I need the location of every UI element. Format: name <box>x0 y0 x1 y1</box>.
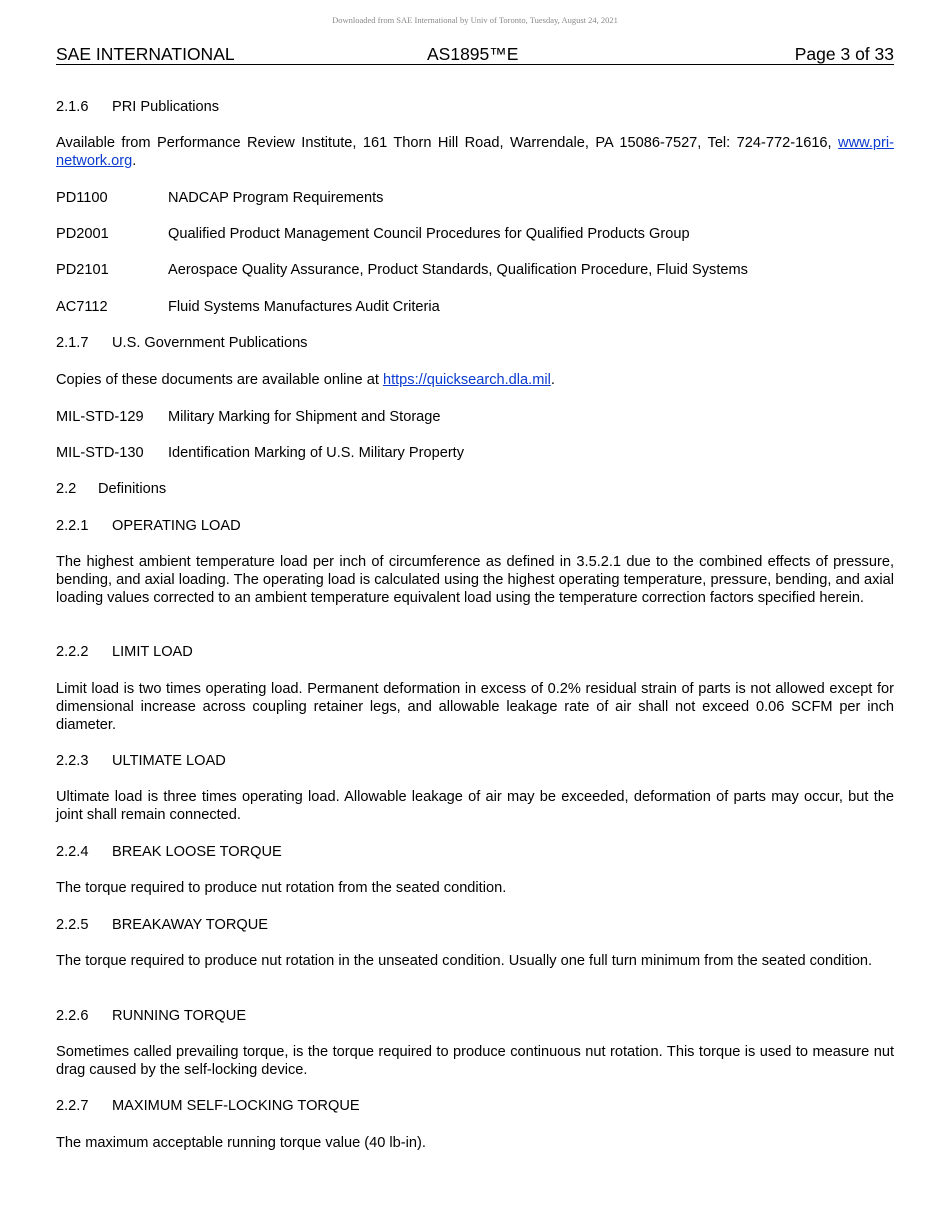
pri-network-link[interactable]: www.pri-network.org <box>56 135 894 169</box>
section-number: 2.1.6 <box>56 99 89 115</box>
definition-title: MAXIMUM SELF-LOCKING TORQUE <box>112 1098 360 1114</box>
definition-heading <box>56 517 894 535</box>
definition-number: 2.2.7 <box>56 1098 89 1114</box>
definition-number: 2.2.6 <box>56 1008 89 1024</box>
doc-code: AC7112 <box>56 299 108 315</box>
pri-availability-paragraph <box>56 134 894 170</box>
definition-text: Sometimes called prevailing torque, is the torque required to produce continuous nut rotation. This torque is used to measure nut drag caused by the self-locking device. <box>56 1044 894 1078</box>
section-heading-2-2 <box>56 480 894 498</box>
reference-doc-row <box>56 225 894 243</box>
section-number: 2.1.7 <box>56 335 89 351</box>
doc-code: MIL-STD-129 <box>56 409 144 425</box>
definition-number: 2.2.5 <box>56 917 89 933</box>
definition-heading <box>56 916 894 934</box>
definition-heading <box>56 1097 894 1115</box>
dla-availability-end: . <box>550 372 555 388</box>
definition-heading <box>56 643 894 661</box>
doc-title: Aerospace Quality Assurance, Product Standards, Qualification Procedure, Fluid Systems <box>168 262 748 278</box>
section-heading-2-1-7 <box>56 334 894 352</box>
doc-title: Identification Marking of U.S. Military Property <box>168 445 465 461</box>
definition-title: BREAK LOOSE TORQUE <box>112 844 282 860</box>
definition-heading <box>56 843 894 861</box>
header-document-id: AS1895™E <box>427 44 519 64</box>
header-page-number: Page 3 of 33 <box>794 44 894 64</box>
section-title: Definitions <box>98 481 167 497</box>
definition-title: RUNNING TORQUE <box>112 1008 247 1024</box>
doc-code: PD2101 <box>56 262 109 278</box>
pri-availability-end: . <box>132 153 137 169</box>
definition-number: 2.2.4 <box>56 844 89 860</box>
doc-title: Fluid Systems Manufactures Audit Criteria <box>168 299 440 315</box>
reference-doc-row <box>56 444 894 462</box>
definition-text: Ultimate load is three times operating load. Allowable leakage of air may be exceeded, deformation of parts may occur, but the joint shall remain connected. <box>56 789 894 823</box>
definition-title: ULTIMATE LOAD <box>112 753 226 769</box>
doc-title: Military Marking for Shipment and Storage <box>168 409 441 425</box>
doc-title: NADCAP Program Requirements <box>168 190 384 206</box>
section-title: PRI Publications <box>112 99 220 115</box>
dla-availability-paragraph <box>56 371 894 389</box>
dla-availability-text: Copies of these documents are available online at <box>56 372 383 388</box>
doc-code: PD1100 <box>56 190 108 206</box>
definition-text: The highest ambient temperature load per inch of circumference as defined in 3.5.2.1 due to the combined effects of pressure, bending, and axial loading. The operating load is calculated using the highest operating temperature, pressure, bending, and axial loading values corrected to an ambient temperature equivalent load using the temperature correction factors specified herein. <box>56 554 894 606</box>
reference-doc-row <box>56 408 894 426</box>
page-header <box>56 44 894 65</box>
download-watermark: Downloaded from SAE International by Univ of Toronto, Tuesday, August 24, 2021 <box>332 15 618 25</box>
definition-heading <box>56 752 894 770</box>
definition-title: BREAKAWAY TORQUE <box>112 917 268 933</box>
header-organization: SAE INTERNATIONAL <box>56 44 235 64</box>
reference-doc-row <box>56 261 894 279</box>
definition-text: The torque required to produce nut rotation in the unseated condition. Usually one full turn minimum from the seated condition. <box>56 953 873 969</box>
doc-code: MIL-STD-130 <box>56 445 144 461</box>
definition-heading <box>56 1007 894 1025</box>
definition-number: 2.2.1 <box>56 518 89 534</box>
definition-text: The torque required to produce nut rotation from the seated condition. <box>56 880 507 896</box>
definition-text: The maximum acceptable running torque value (40 lb-in). <box>56 1135 426 1151</box>
section-number: 2.2 <box>56 481 77 497</box>
section-title: U.S. Government Publications <box>112 335 308 351</box>
definition-text: Limit load is two times operating load. Permanent deformation in excess of 0.2% residual strain of parts is not allowed except for dimensional increase across coupling retainer legs, and allowable leakage rate of air shall not exceed 0.06 SCFM per inch diameter. <box>56 681 894 733</box>
reference-doc-row <box>56 189 894 207</box>
doc-code: PD2001 <box>56 226 109 242</box>
definition-title: OPERATING LOAD <box>112 518 241 534</box>
doc-title: Qualified Product Management Council Procedures for Qualified Products Group <box>168 226 690 242</box>
section-heading-2-1-6 <box>56 98 894 116</box>
definition-title: LIMIT LOAD <box>112 644 193 660</box>
definition-number: 2.2.2 <box>56 644 89 660</box>
pri-availability-text: Available from Performance Review Institute, 161 Thorn Hill Road, Warrendale, PA 15086-7527, Tel: 724-772-1616, <box>56 135 839 151</box>
reference-doc-row <box>56 298 894 316</box>
quicksearch-link[interactable]: https://quicksearch.dla.mil <box>382 372 551 388</box>
definition-number: 2.2.3 <box>56 753 89 769</box>
